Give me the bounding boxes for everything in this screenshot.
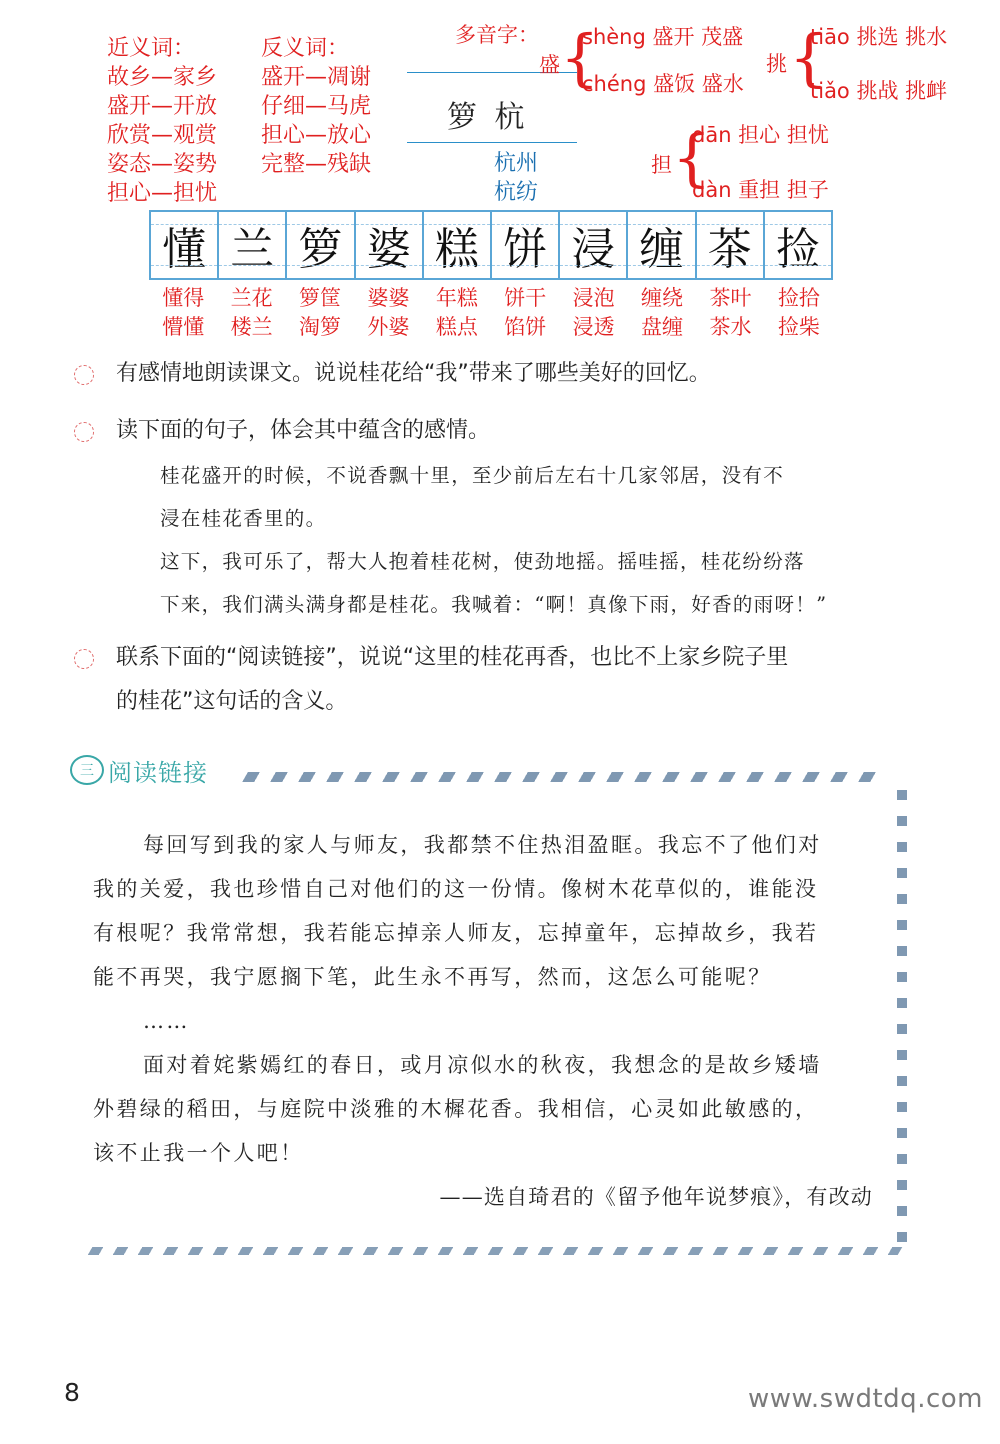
quote-2-line-2: 下来，我们满头满身都是桂花。我喊着：“啊！真像下雨，好香的雨呀！” bbox=[160, 593, 828, 616]
exercise-3-line-2: 的桂花”这句话的含义。 bbox=[116, 689, 348, 714]
brace-icon: { bbox=[560, 21, 600, 94]
dashed-border-top bbox=[242, 772, 888, 782]
word-column bbox=[149, 284, 217, 342]
word-column bbox=[217, 284, 285, 342]
word: 婆婆 bbox=[367, 286, 410, 310]
antonym-item: 仔细—马虎 bbox=[261, 94, 372, 119]
quote-2-line-1: 这下，我可乐了，帮大人抱着桂花树，使劲地摇。摇哇摇，桂花纷纷落 bbox=[160, 550, 805, 573]
polyphone-sheng-line1: shèng 盛开 茂盛 bbox=[582, 25, 744, 49]
word-column bbox=[286, 284, 354, 342]
write-line-bottom bbox=[407, 142, 577, 143]
word: 饼干 bbox=[504, 286, 547, 310]
word: 盘缠 bbox=[641, 315, 684, 339]
synonyms-title: 近义词： bbox=[107, 36, 196, 61]
link-p1-line-2: 我的关爱，我也珍惜自己对他们的这一份情。像树木花草似的，谁能没 bbox=[93, 877, 819, 901]
word: 淘箩 bbox=[299, 315, 342, 339]
link-p1-line-1: 每回写到我的家人与师友，我都禁不住热泪盈眶。我忘不了他们对 bbox=[143, 833, 822, 857]
word-column bbox=[765, 284, 833, 342]
link-p1-line-3: 有根呢？我常常想，我若能忘掉亲人师友，忘掉童年，忘掉故乡，我若 bbox=[93, 921, 819, 945]
hang-word: 杭州 bbox=[494, 151, 539, 176]
grid-char: 缠 bbox=[628, 212, 696, 278]
polyphone-title: 多音字： bbox=[455, 23, 539, 47]
hang-word: 杭纺 bbox=[494, 180, 539, 205]
word-column bbox=[354, 284, 422, 342]
brace-icon: { bbox=[789, 21, 829, 94]
word: 楼兰 bbox=[230, 315, 273, 339]
word-column bbox=[491, 284, 559, 342]
link-p2-line-2: 外碧绿的稻田，与庭院中淡雅的木樨花香。我相信，心灵如此敏感的， bbox=[93, 1097, 819, 1121]
link-p1-line-4: 能不再哭，我宁愿搁下笔，此生永不再写，然而，这怎么可能呢？ bbox=[93, 965, 772, 989]
synonym-item: 故乡—家乡 bbox=[107, 65, 218, 90]
word: 馅饼 bbox=[504, 315, 547, 339]
website-watermark: www.swdtdq.com bbox=[748, 1384, 983, 1414]
word: 浸透 bbox=[572, 315, 615, 339]
reading-link-header bbox=[70, 750, 208, 790]
polyphone-char-sheng: 盛 bbox=[539, 53, 560, 77]
synonym-item: 姿态—姿势 bbox=[107, 152, 218, 177]
word: 茶叶 bbox=[709, 286, 752, 310]
polyphone-dan-line2: dàn 重担 担子 bbox=[692, 178, 829, 202]
polyphone-dan-line1: dān 担心 担忧 bbox=[692, 123, 829, 147]
exercise-3-line-1: 联系下面的“阅读链接”，说说“这里的桂花再香，也比不上家乡院子里 bbox=[116, 645, 789, 670]
word: 懂得 bbox=[162, 286, 205, 310]
synonym-item: 欣赏—观赏 bbox=[107, 123, 218, 148]
word: 缠绕 bbox=[641, 286, 684, 310]
grid-char: 饼 bbox=[492, 212, 560, 278]
word: 浸泡 bbox=[572, 286, 615, 310]
antonym-item: 盛开—凋谢 bbox=[261, 65, 372, 90]
character-grid bbox=[149, 210, 833, 280]
link-source: ——选自琦君的《留予他年说梦痕》，有改动 bbox=[439, 1185, 873, 1209]
polyphone-tiao-line1: tiāo 挑选 挑水 bbox=[810, 25, 948, 49]
reading-link-title: 阅读链接 bbox=[108, 758, 208, 787]
write-chars: 箩 杭 bbox=[447, 100, 529, 135]
exercise-2-text: 读下面的句子，体会其中蕴含的感情。 bbox=[116, 418, 491, 443]
link-p2-line-1: 面对着姹紫嫣红的春日，或月凉似水的秋夜，我想念的是故乡矮墙 bbox=[143, 1053, 822, 1077]
grid-char: 懂 bbox=[151, 212, 219, 278]
word-column bbox=[628, 284, 696, 342]
grid-char: 婆 bbox=[356, 212, 424, 278]
grid-char: 兰 bbox=[219, 212, 287, 278]
word: 捡柴 bbox=[777, 315, 820, 339]
word: 箩筐 bbox=[299, 286, 342, 310]
word-column bbox=[423, 284, 491, 342]
quote-1-line-2: 浸在桂花香里的。 bbox=[160, 507, 327, 530]
word: 兰花 bbox=[230, 286, 273, 310]
exercise-1-icon bbox=[74, 365, 94, 385]
word: 捡拾 bbox=[777, 286, 820, 310]
word-column bbox=[559, 284, 627, 342]
word: 懵懂 bbox=[162, 315, 205, 339]
grid-char: 浸 bbox=[560, 212, 628, 278]
synonym-item: 担心—担忧 bbox=[107, 181, 218, 206]
synonym-item: 盛开—开放 bbox=[107, 94, 218, 119]
link-ellipsis: …… bbox=[143, 1009, 190, 1033]
exercise-2-icon bbox=[74, 422, 94, 442]
grid-char: 糕 bbox=[424, 212, 492, 278]
antonym-item: 完整—残缺 bbox=[261, 152, 372, 177]
word: 年糕 bbox=[435, 286, 478, 310]
dashed-border-bottom bbox=[88, 1247, 903, 1255]
link-p2-line-3: 该不止我一个人吧！ bbox=[93, 1141, 304, 1165]
word: 糕点 bbox=[435, 315, 478, 339]
polyphone-char-dan: 担 bbox=[651, 153, 672, 177]
quote-1-line-1: 桂花盛开的时候，不说香飘十里，至少前后左右十几家邻居，没有不 bbox=[160, 464, 785, 487]
grid-char: 茶 bbox=[697, 212, 765, 278]
dashed-border-right bbox=[897, 790, 907, 1245]
polyphone-tiao-line2: tiǎo 挑战 挑衅 bbox=[810, 79, 948, 103]
polyphone-char-tiao: 挑 bbox=[766, 52, 787, 76]
antonyms-title: 反义词： bbox=[261, 36, 350, 61]
grid-words bbox=[149, 284, 833, 342]
polyphone-sheng-line2: chéng 盛饭 盛水 bbox=[582, 72, 744, 96]
brace-icon: { bbox=[672, 121, 712, 194]
page-number: 8 bbox=[64, 1378, 80, 1407]
exercise-1-text: 有感情地朗读课文。说说桂花给“我”带来了哪些美好的回忆。 bbox=[116, 361, 711, 386]
word-column bbox=[696, 284, 764, 342]
word: 茶水 bbox=[709, 315, 752, 339]
grid-char: 捡 bbox=[765, 212, 831, 278]
exercise-3-icon bbox=[74, 649, 94, 669]
antonym-item: 担心—放心 bbox=[261, 123, 372, 148]
grid-char: 箩 bbox=[287, 212, 355, 278]
reading-link-badge-icon: 三 bbox=[70, 755, 104, 785]
word: 外婆 bbox=[367, 315, 410, 339]
